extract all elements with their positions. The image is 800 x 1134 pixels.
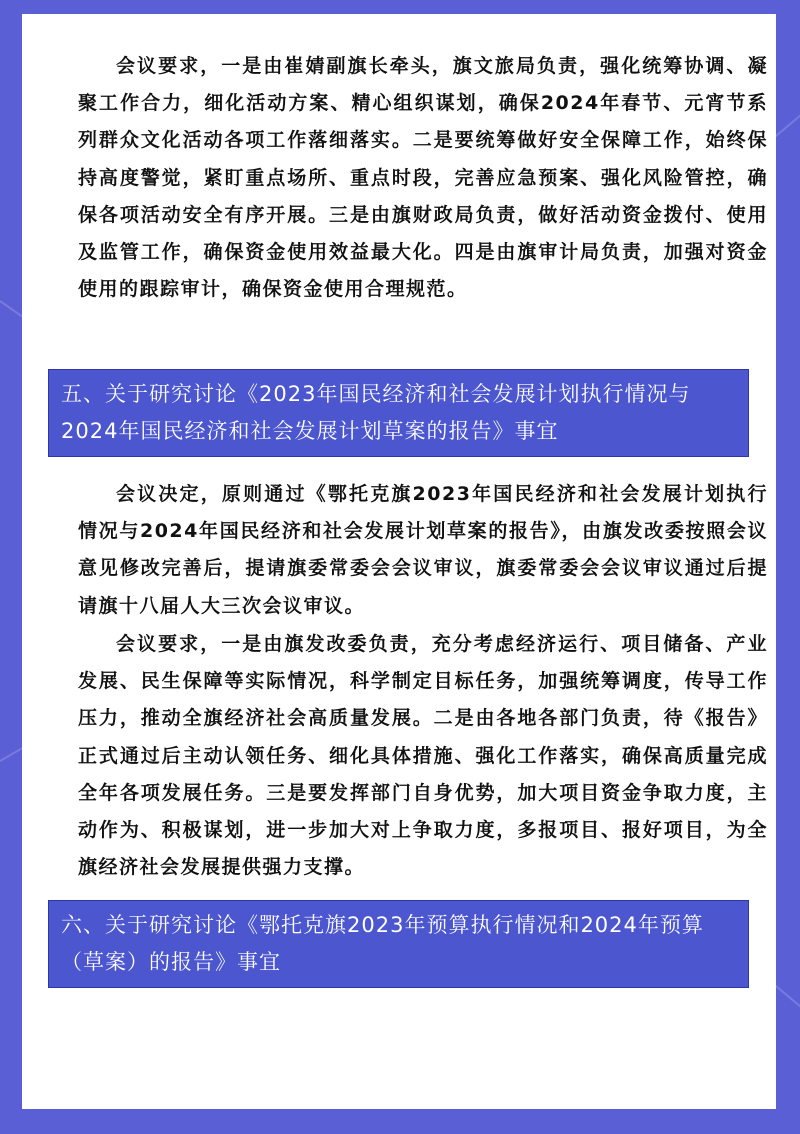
paragraph-decision: 会议决定，原则通过《鄂托克旗2023年国民经济和社会发展计划执行情况与2024年国民经济和社会发展计划草案的报告》，由旗发改委按照会议意见修改完善后，提请旗委常委会会议审议，旗委常委会会议审议通过后提请旗十八届人大三次会议审议。 xyxy=(78,483,768,617)
paragraph-requirements-2: 会议要求，一是由旗发改委负责，充分考虑经济运行、项目储备、产业发展、民生保障等实际情况，科学制定目标任务，加强统筹调度，传导工作压力，推动全旗经济社会高质量发展。二是由各地各部门负责，待《报告》正式通过后主动认领任务、细化具体措施、强化工作落实，确保高质量完成全年各项发展任务。三是要发挥部门自身优势，加大项目资金争取力度，主动作为、积极谋划，进一步加大对上争取力度，多报项目、报好项目，为全旗经济社会发展提供强力支撑。 xyxy=(78,633,768,879)
paragraph-requirements-1: 会议要求，一是由崔婧副旗长牵头，旗文旅局负责，强化统筹协调、凝聚工作合力，细化活动方案、精心组织谋划，确保2024年春节、元宵节系列群众文化活动各项工作落细落实。二是要统筹做好安全保障工作，始终保持高度警觉，紧盯重点场所、重点时段，完善应急预案、强化风险管控，确保各项活动安全有序开展。三是由旗财政局负责，做好活动资金拨付、使用及监管工作，确保资金使用效益最大化。四是由旗审计局负责，加强对资金使用的跟踪审计，确保资金使用合理规范。 xyxy=(78,55,768,301)
document-page xyxy=(22,14,776,1109)
section-heading-6: 六、关于研究讨论《鄂托克旗2023年预算执行情况和2024年预算（草案）的报告》事宜 xyxy=(48,900,749,988)
section-heading-5: 五、关于研究讨论《2023年国民经济和社会发展计划执行情况与2024年国民经济和社会发展计划草案的报告》事宜 xyxy=(48,369,749,457)
